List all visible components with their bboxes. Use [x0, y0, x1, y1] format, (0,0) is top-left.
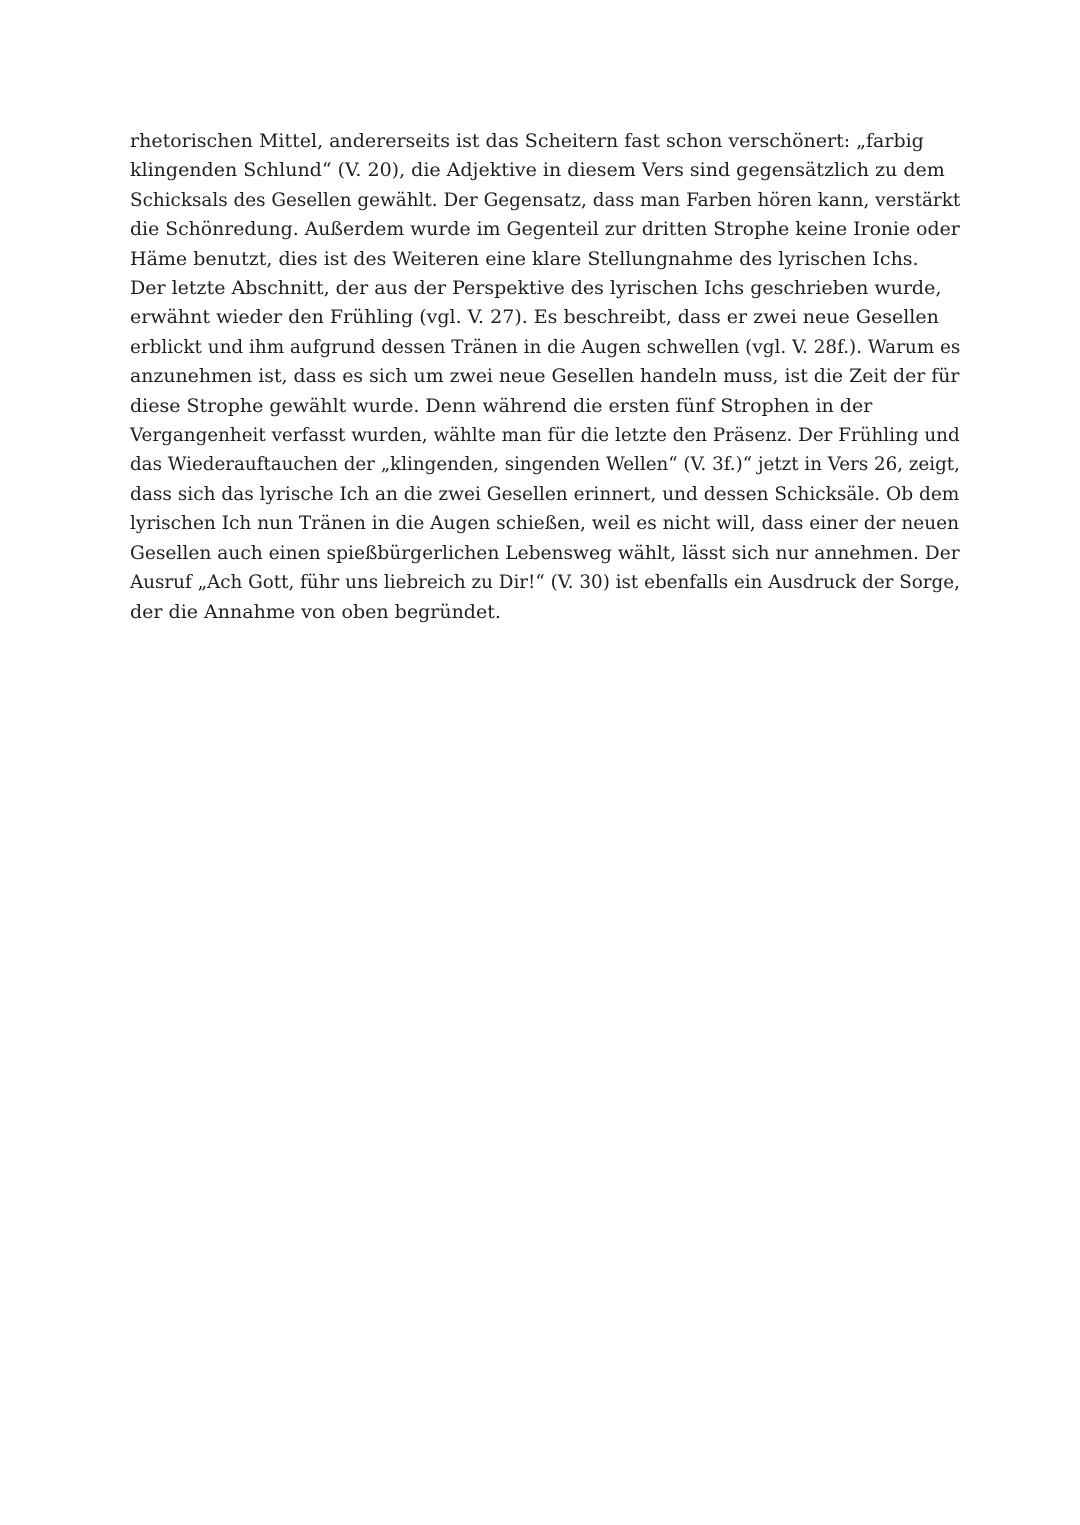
- text-line: erblickt und ihm aufgrund dessen Tränen in die Augen schwellen (vgl. V. 28f.). Warum es: [130, 336, 961, 358]
- text-line: rhetorischen Mittel, andererseits ist das Scheitern fast schon verschönert: „farbig: [130, 130, 924, 152]
- text-line: dass sich das lyrische Ich an die zwei Gesellen erinnert, und dessen Schicksäle. Ob dem: [130, 483, 960, 505]
- text-line: erwähnt wieder den Frühling (vgl. V. 27). Es beschreibt, dass er zwei neue Gesellen: [130, 306, 939, 329]
- text-line: der die Annahme von oben begründet.: [130, 600, 501, 623]
- text-line: Gesellen auch einen spießbürgerlichen Lebensweg wählt, lässt sich nur annehmen. Der: [130, 542, 960, 564]
- text-line: Vergangenheit verfasst wurden, wählte man für die letzte den Präsenz. Der Frühling und: [130, 425, 960, 447]
- text-line: Ausruf „Ach Gott, führ uns liebreich zu Dir!“ (V. 30) ist ebenfalls ein Ausdruck der Sorge,: [130, 572, 960, 594]
- text-line: das Wiederauftauchen der „klingenden, singenden Wellen“ (V. 3f.)“ jetzt in Vers 26, zeigt,: [130, 454, 960, 476]
- text-line: die Schönredung. Außerdem wurde im Gegenteil zur dritten Strophe keine Ironie oder: [130, 219, 960, 241]
- body-text: [130, 127, 960, 627]
- text-line: klingenden Schlund“ (V. 20), die Adjektive in diesem Vers sind gegensätzlich zu dem: [130, 159, 945, 182]
- text-line: diese Strophe gewählt wurde. Denn während die ersten fünf Strophen in der: [130, 394, 873, 417]
- text-line: lyrischen Ich nun Tränen in die Augen schießen, weil es nicht will, dass einer der neuen: [130, 513, 960, 535]
- text-line: Schicksals des Gesellen gewählt. Der Gegensatz, dass man Farben hören kann, verstärkt: [130, 189, 961, 211]
- text-line: Der letzte Abschnitt, der aus der Perspektive des lyrischen Ichs geschrieben wurde,: [130, 277, 942, 300]
- text-line: Häme benutzt, dies ist des Weiteren eine klare Stellungnahme des lyrischen Ichs.: [130, 247, 919, 270]
- text-line: anzunehmen ist, dass es sich um zwei neue Gesellen handeln muss, ist die Zeit der für: [130, 365, 960, 388]
